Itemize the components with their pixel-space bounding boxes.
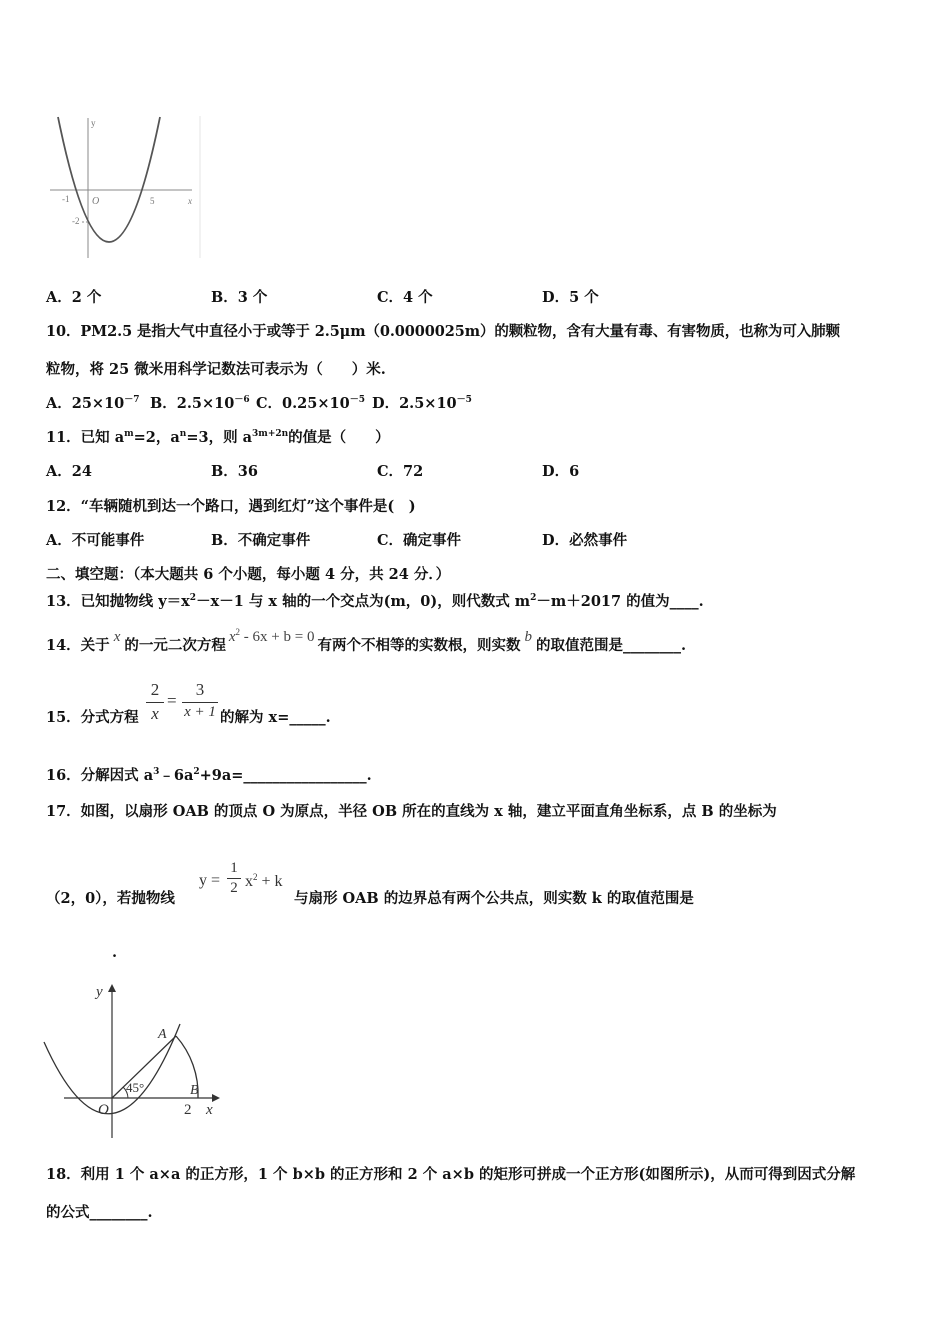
q17-prefix: （2，0），若抛物线 [46,890,175,907]
q17-blank: . [112,944,118,961]
section-2-heading: 二、填空题：（本大题共 6 个小题，每小题 4 分，共 24 分．） [46,566,451,583]
q17-suffix: 与扇形 OAB 的边界总有两个公共点，则实数 k 的取值范围是 [294,890,694,907]
q11-option-a: A．24 [46,463,92,480]
q9-option-a: A．2 个 [46,289,102,306]
graph2-tick-2: 2 [184,1102,192,1118]
q11-option-c: C．72 [377,463,424,480]
sector-parabola-graph [40,978,230,1144]
graph2-point-a: A [158,1027,167,1042]
q12-option-c: C．确定事件 [377,532,462,549]
q15-equals: = [167,691,177,710]
graph2-x-label: x [206,1102,213,1118]
q9-option-b: B．3 个 [211,289,268,306]
q14-equation: $x^2 - 6x + b = 0$ [228,627,315,645]
q11-question: 11．已知 $a^m=2$，$a^n=3$，则 $a^{3m+2n}$的值是（ ） [46,429,390,446]
q10-line-1: 10．PM2.5 是指大气中直径小于或等于 2.5μm（0.0000025m）的颗粒物，含有大量有毒、有害物质，也称为可入肺颗 [46,323,840,340]
q14-var-b: b [524,629,532,645]
q13-question: 13．已知抛物线 $y=x^2-x-1$ 与 x 轴的一个交点为(m，0)，则代数式 $m^2-m+2017$ 的值为____. [46,593,704,610]
graph1-tick-left: -1 [62,194,70,204]
graph2-origin: O [98,1102,109,1118]
graph2-y-label: y [96,984,103,1000]
parabola-graph-1 [42,112,204,260]
q10-option-c: C．$0.25\times 10^{-5}$ [256,395,365,412]
q12-question: 12．“车辆随机到达一个路口，遇到红灯”这个事件是( ) [46,498,416,515]
q11-option-b: B．36 [211,463,258,480]
q12-option-d: D．必然事件 [542,532,628,549]
q15-suffix: 的解为 x=_____. [220,709,331,726]
graph1-origin: O [92,196,100,207]
q18-line-1: 18．利用 1 个 a×a 的正方形，1 个 b×b 的正方形和 2 个 a×b 的矩形可拼成一个正方形(如图所示)，从而可得到因式分解 [46,1166,856,1183]
graph1-tick-y: -2 [72,216,80,226]
q10-option-d: D．$2.5\times 10^{-5}$ [372,395,472,412]
q17-fraction: $\frac{1}{2}$ [227,860,241,897]
graph2-angle-label: 45° [126,1080,145,1095]
q17-line-1: 17．如图，以扇形 OAB 的顶点 O 为原点，半径 OB 所在的直线为 x 轴，建立平面直角坐标系，点 B 的坐标为 [46,803,777,820]
graph2-point-b: B [190,1083,199,1098]
q10-option-a: A．$25\times 10^{-7}$ [46,395,140,412]
q16-question: 16．分解因式 $a^3﹣6a^2+9a=\_\_\_\_\_\_\_\_\_\_\_\_\_\_\_\_\_$. [46,767,372,784]
graph1-tick-right: 5 [150,196,155,206]
q14-question: 14．关于 x 的一元二次方程 $x^2 - 6x + b = 0$ 有两个不相等的实数根，则实数 b 的取值范围是________. [46,627,687,654]
q12-option-b: B．不确定事件 [211,532,311,549]
q18-line-2: 的公式________. [46,1204,153,1221]
q15-fraction-1: $\frac{2}{x}$ [146,680,164,724]
q17-y-equals: y = [199,872,221,889]
q17-x-squared-plus-k: $x^2 + k$ [245,872,283,890]
graph2-x-arrow [212,1094,220,1102]
q9-option-c: C．4 个 [377,289,433,306]
q11-option-d: D．6 [542,463,580,480]
q12-option-a: A．不可能事件 [46,532,145,549]
q9-option-d: D．5 个 [542,289,599,306]
graph2-y-arrow [108,984,116,992]
q10-line-2: 粒物，将 25 微米用科学记数法可表示为（ ）米. [46,361,386,378]
q10-option-b: B．$2.5\times 10^{-6}$ [150,395,250,412]
q14-var-x: x [113,629,121,645]
q15-fraction-2: $\frac{3}{x + 1}$ [182,680,218,721]
q15-prefix: 15．分式方程 [46,709,139,726]
graph1-y-label: y [91,118,96,128]
graph1-x-label: x [188,196,192,206]
